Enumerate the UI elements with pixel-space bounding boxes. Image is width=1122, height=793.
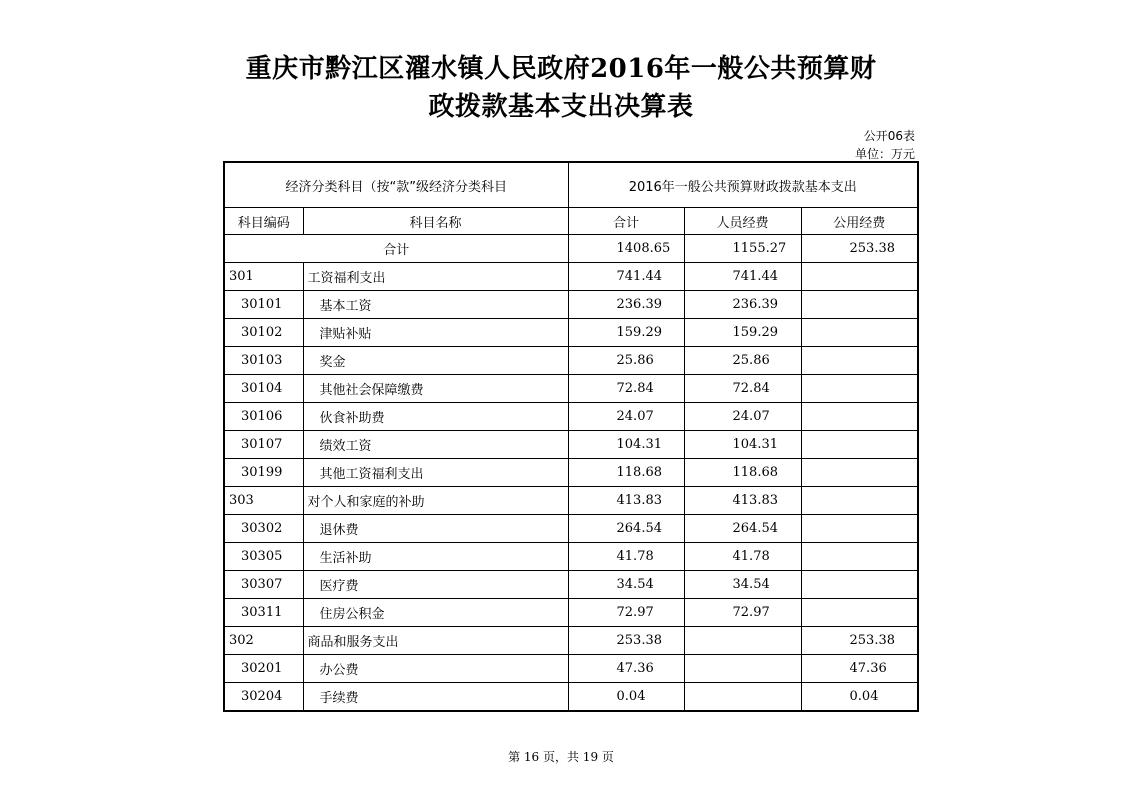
row-total: 24.07 <box>568 403 684 431</box>
table-row <box>224 627 918 655</box>
row-public <box>801 263 918 291</box>
page-footer: 第 16 页，共 19 页 <box>508 750 614 764</box>
row-personnel: 24.07 <box>684 403 801 431</box>
row-personnel: 34.54 <box>684 571 801 599</box>
row-code: 30199 <box>224 459 303 487</box>
table-row <box>224 291 918 319</box>
row-public <box>801 403 918 431</box>
row-name: 退休费 <box>303 515 568 543</box>
table-row <box>224 599 918 627</box>
unit-label: 单位：万元 <box>854 147 915 161</box>
header-name: 科目名称 <box>303 208 568 235</box>
table-row <box>224 655 918 683</box>
row-public <box>801 543 918 571</box>
row-code: 30311 <box>224 599 303 627</box>
row-public <box>801 571 918 599</box>
row-personnel: 159.29 <box>684 319 801 347</box>
row-code: 30101 <box>224 291 303 319</box>
row-personnel: 413.83 <box>684 487 801 515</box>
row-code: 30107 <box>224 431 303 459</box>
row-code: 30302 <box>224 515 303 543</box>
table-row <box>224 571 918 599</box>
row-name: 住房公积金 <box>303 599 568 627</box>
row-total: 41.78 <box>568 543 684 571</box>
row-personnel <box>684 627 801 655</box>
header-row-group <box>224 162 918 208</box>
page-title-line1: 重庆市黔江区濯水镇人民政府2016年一般公共预算财 <box>245 54 877 84</box>
row-total: 264.54 <box>568 515 684 543</box>
row-public <box>801 347 918 375</box>
row-total: 236.39 <box>568 291 684 319</box>
row-name: 生活补助 <box>303 543 568 571</box>
row-code: 302 <box>224 627 303 655</box>
header-public: 公用经费 <box>801 208 918 235</box>
row-total: 741.44 <box>568 263 684 291</box>
row-name: 伙食补助费 <box>303 403 568 431</box>
total-label: 合计 <box>224 235 568 263</box>
row-name: 医疗费 <box>303 571 568 599</box>
row-name: 其他工资福利支出 <box>303 459 568 487</box>
row-name: 绩效工资 <box>303 431 568 459</box>
row-code: 30103 <box>224 347 303 375</box>
total-total: 1408.65 <box>568 235 684 263</box>
row-name: 津贴补贴 <box>303 319 568 347</box>
row-total: 118.68 <box>568 459 684 487</box>
row-total: 72.84 <box>568 375 684 403</box>
table-row <box>224 403 918 431</box>
row-name: 基本工资 <box>303 291 568 319</box>
total-personnel: 1155.27 <box>684 235 801 263</box>
table-id: 公开06表 <box>863 129 915 143</box>
row-code: 30106 <box>224 403 303 431</box>
row-code: 30102 <box>224 319 303 347</box>
row-total: 413.83 <box>568 487 684 515</box>
row-code: 30104 <box>224 375 303 403</box>
row-public: 253.38 <box>801 627 918 655</box>
header-economic-classification: 经济分类科目（按“款”级经济分类科目 <box>224 162 568 208</box>
row-personnel: 72.97 <box>684 599 801 627</box>
row-total: 0.04 <box>568 683 684 712</box>
row-personnel: 118.68 <box>684 459 801 487</box>
row-personnel: 741.44 <box>684 263 801 291</box>
row-name: 其他社会保障缴费 <box>303 375 568 403</box>
row-code: 30305 <box>224 543 303 571</box>
table-row <box>224 683 918 712</box>
row-personnel: 104.31 <box>684 431 801 459</box>
table-row <box>224 375 918 403</box>
row-public: 0.04 <box>801 683 918 712</box>
row-total: 159.29 <box>568 319 684 347</box>
table-row <box>224 263 918 291</box>
row-public <box>801 375 918 403</box>
row-total: 47.36 <box>568 655 684 683</box>
row-personnel <box>684 655 801 683</box>
row-public <box>801 599 918 627</box>
row-name: 工资福利支出 <box>303 263 568 291</box>
row-code: 301 <box>224 263 303 291</box>
table-row <box>224 431 918 459</box>
table-row <box>224 347 918 375</box>
row-personnel: 236.39 <box>684 291 801 319</box>
row-name: 手续费 <box>303 683 568 712</box>
table-row <box>224 515 918 543</box>
row-public <box>801 459 918 487</box>
header-row-columns <box>224 208 918 235</box>
row-public <box>801 291 918 319</box>
row-code: 30307 <box>224 571 303 599</box>
row-total: 34.54 <box>568 571 684 599</box>
row-name: 奖金 <box>303 347 568 375</box>
row-code: 30204 <box>224 683 303 712</box>
table-row <box>224 319 918 347</box>
row-code: 303 <box>224 487 303 515</box>
row-total: 253.38 <box>568 627 684 655</box>
row-total: 72.97 <box>568 599 684 627</box>
row-name: 办公费 <box>303 655 568 683</box>
row-name: 对个人和家庭的补助 <box>303 487 568 515</box>
row-public <box>801 487 918 515</box>
total-row <box>224 235 918 263</box>
budget-table <box>223 161 919 712</box>
page-title-line2: 政拨款基本支出决算表 <box>428 92 694 122</box>
table-row <box>224 487 918 515</box>
row-total: 104.31 <box>568 431 684 459</box>
header-personnel: 人员经费 <box>684 208 801 235</box>
row-name: 商品和服务支出 <box>303 627 568 655</box>
row-public <box>801 319 918 347</box>
row-personnel <box>684 683 801 712</box>
row-public <box>801 431 918 459</box>
row-personnel: 72.84 <box>684 375 801 403</box>
row-personnel: 25.86 <box>684 347 801 375</box>
header-total: 合计 <box>568 208 684 235</box>
table-row <box>224 459 918 487</box>
row-personnel: 264.54 <box>684 515 801 543</box>
row-personnel: 41.78 <box>684 543 801 571</box>
total-public: 253.38 <box>801 235 918 263</box>
row-public <box>801 515 918 543</box>
row-public: 47.36 <box>801 655 918 683</box>
row-total: 25.86 <box>568 347 684 375</box>
header-basic-expenditure: 2016年一般公共预算财政拨款基本支出 <box>568 162 918 208</box>
header-code: 科目编码 <box>224 208 303 235</box>
row-code: 30201 <box>224 655 303 683</box>
table-row <box>224 543 918 571</box>
